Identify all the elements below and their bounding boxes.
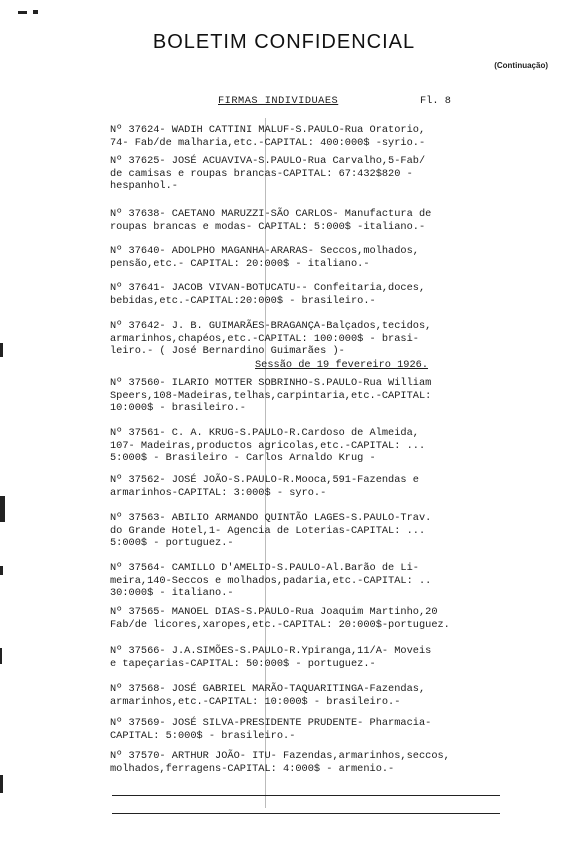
- entry-line: armarinhos,etc.-CAPITAL: 10:000$ - brasileiro.-: [110, 695, 401, 708]
- session-heading: Sessão de 19 fevereiro 1926.: [255, 359, 429, 371]
- entry-line: Nº 37565- MANOEL DIAS-S.PAULO-Rua Joaquim Martinho,20: [110, 606, 438, 618]
- entry-line: meira,140-Seccos e molhados,padaria,etc.-CAPITAL: ..: [110, 574, 432, 587]
- entry-line: Nº 37640- ADOLPHO MAGANHA-ARARAS- Seccos,molhados,: [110, 245, 419, 257]
- registry-entry: [110, 155, 510, 193]
- entry-line: Nº 37560- ILARIO MOTTER SOBRINHO-S.PAULO-Rua William: [110, 377, 432, 389]
- entry-line: de camisas e roupas brancas-CAPITAL: 67:432$820 -: [110, 167, 413, 180]
- bottom-rule: [112, 813, 500, 814]
- page-title: BOLETIM CONFIDENCIAL: [152, 31, 416, 53]
- folio-number: Fl. 8: [420, 95, 451, 107]
- registry-entry: [110, 717, 510, 742]
- registry-entry: [110, 562, 510, 600]
- continuation-note: (Continuação): [494, 61, 548, 70]
- entry-line: Nº 37570- ARTHUR JOÃO- ITU- Fazendas,armarinhos,seccos,: [110, 750, 450, 762]
- registry-entry: [110, 377, 510, 415]
- entry-line: pensão,etc.- CAPITAL: 20:000$ - italiano.-: [110, 257, 370, 270]
- entry-line: 5:000$ - Brasileiro - Carlos Arnaldo Krug -: [110, 452, 376, 464]
- entry-line: Nº 37569- JOSÉ SILVA-PRESIDENTE PRUDENTE- Pharmacia-: [110, 717, 432, 729]
- registry-entry: [110, 282, 510, 307]
- entry-line: armarinhos-CAPITAL: 3:000$ - syro.-: [110, 486, 327, 499]
- entry-line: Nº 37561- C. A. KRUG-S.PAULO-R.Cardoso de Almeida,: [110, 427, 419, 439]
- entry-line: Nº 37562- JOSÉ JOÃO-S.PAULO-R.Mooca,591-Fazendas e: [110, 474, 419, 486]
- entry-line: Nº 37625- JOSÉ ACUAVIVA-S.PAULO-Rua Carvalho,5-Fab/: [110, 155, 426, 167]
- entry-line: bebidas,etc.-CAPITAL:20:000$ - brasileiro.-: [110, 294, 376, 307]
- entry-line: Fab/de licores,xaropes,etc.-CAPITAL: 20:000$-portuguez.: [110, 618, 450, 631]
- entry-line: e tapeçarias-CAPITAL: 50:000$ - portuguez.-: [110, 657, 376, 670]
- bottom-rule: [112, 795, 500, 796]
- entry-line: armarinhos,chapéos,etc.-CAPITAL: 100:000$ - brasi-: [110, 332, 419, 345]
- entry-line: Nº 37564- CAMILLO D'AMELIO-S.PAULO-Al.Barão de Li-: [110, 562, 419, 574]
- entry-line: 10:000$ - brasileiro.-: [110, 402, 246, 414]
- registry-entry: [110, 512, 510, 550]
- entry-line: roupas brancas e modas- CAPITAL: 5:000$ -italiano.-: [110, 220, 426, 233]
- entry-line: CAPITAL: 5:000$ - brasileiro.-: [110, 729, 296, 742]
- registry-entry: [110, 245, 510, 270]
- entry-line: 5:000$ - portuguez.-: [110, 537, 234, 549]
- entry-line: Nº 37563- ABILIO ARMANDO QUINTÃO LAGES-S.PAULO-Trav.: [110, 512, 432, 524]
- entry-line: Nº 37624- WADIH CATTINI MALUF-S.PAULO-Rua Oratorio,: [110, 124, 426, 136]
- entry-line: 107- Madeiras,productos agricolas,etc.-CAPITAL: ...: [110, 439, 426, 452]
- entry-line: molhados,ferragens-CAPITAL: 4:000$ - armenio.-: [110, 762, 395, 775]
- entry-line: 74- Fab/de malharia,etc.-CAPITAL: 400:000$ -syrio.-: [110, 136, 426, 149]
- entry-line: Nº 37638- CAETANO MARUZZI-SÃO CARLOS- Manufactura de: [110, 208, 432, 220]
- section-heading: FIRMAS INDIVIDUAES: [218, 95, 339, 107]
- registry-entry: [110, 208, 510, 233]
- entry-line: Nº 37641- JACOB VIVAN-BOTUCATU-- Confeitaria,doces,: [110, 282, 426, 294]
- registry-entry: [110, 606, 510, 631]
- entry-line: Nº 37642- J. B. GUIMARÃES-BRAGANÇA-Balçados,tecidos,: [110, 320, 432, 332]
- registry-entry: [110, 750, 510, 775]
- registry-entry: [110, 645, 510, 670]
- entry-line: Nº 37568- JOSÉ GABRIEL MARÃO-TAQUARITINGA-Fazendas,: [110, 683, 426, 695]
- registry-entry: [110, 320, 510, 358]
- entry-line: hespanhol.-: [110, 180, 178, 192]
- registry-entry: [110, 474, 510, 499]
- registry-entry: [110, 683, 510, 708]
- entry-line: 30:000$ - italiano.-: [110, 587, 234, 599]
- registry-entry: [110, 124, 510, 149]
- entry-line: Speers,108-Madeiras,telhas,carpintaria,etc.-CAPITAL:: [110, 389, 432, 402]
- registry-entry: [110, 427, 510, 465]
- entry-line: leiro.- ( José Bernardino Guimarães )-: [110, 345, 345, 357]
- entry-line: do Grande Hotel,1- Agencia de Loterias-CAPITAL: ...: [110, 524, 426, 537]
- entry-line: Nº 37566- J.A.SIMÕES-S.PAULO-R.Ypiranga,11/A- Moveis: [110, 645, 432, 657]
